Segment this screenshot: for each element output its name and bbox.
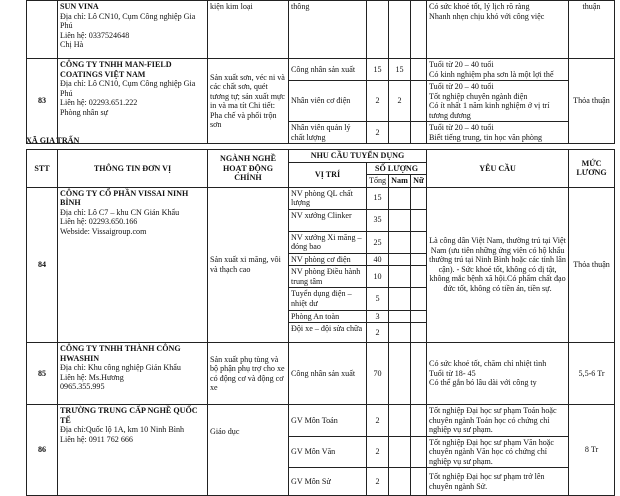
header-total: Tổng [367,175,389,188]
male-cell [389,1,411,59]
business-cell: Sản xuất phụ tùng và bộ phận phụ trợ cho xe có động cơ và động cơ xe [208,343,289,405]
female-cell [411,323,427,343]
total-cell: 2 [367,81,389,122]
header-requirements: YÊU CẦU [427,150,569,188]
position-cell: NV xưởng Xi măng – đóng bao [289,231,367,253]
requirements-cell: Là công dân Việt Nam, thường trú tại Việt Nam (ưu tiên những ứng viên có hộ khẩu thường trú tại Ninh Bình hoặc các tỉnh lân cận). - Sức khoẻ tốt, không có dị tật, không mắc bệnh xã hội.Có phẩm chất đạo đức tốt, không có tiền án, tiền sự. [427,187,569,342]
business-cell: kiện kim loại [208,1,289,59]
female-cell [411,288,427,310]
company-detail: Địa chỉ:Quốc lộ 1A, km 10 Ninh Bình [60,425,185,435]
recruitment-table [26,149,615,496]
header-male: Nam [389,175,411,188]
requirement-line: Tuổi từ 20 – 40 tuổi [429,60,494,69]
position-cell: Đội xe – đội sửa chữa [289,323,367,343]
requirements-cell [427,122,569,144]
company-detail: Chị Hà [60,40,84,50]
position-cell: thông [289,1,367,59]
male-cell [389,231,411,253]
company-name: CÔNG TY TNHH THÀNH CÔNG HWASHIN [60,344,181,363]
company-detail: Liên hệ: 0911 762 666 [60,434,133,444]
header-unit-info: THÔNG TIN ĐƠN VỊ [58,150,208,188]
male-cell [389,405,411,437]
position-cell: Nhân viên quản lý chất lượng [289,122,367,144]
company-name: CÔNG TY TNHH MAN-FIELD COATINGS VIỆT NAM [60,60,172,79]
business-cell: Giáo dục [208,405,289,496]
position-cell: Nhân viên cơ điện [289,81,367,122]
company-detail: Liên hệ: 02293.650.166 [60,217,138,227]
stt-cell: 83 [27,59,58,144]
female-cell [411,231,427,253]
total-cell [367,1,389,59]
position-cell: NV xưởng Clinker [289,209,367,231]
stt-cell: 85 [27,343,58,405]
male-cell [389,288,411,310]
female-cell [411,187,427,209]
female-cell [411,436,427,468]
table-row [27,405,615,437]
female-cell [411,59,427,81]
male-cell: 15 [389,59,411,81]
requirement-line: Có thể gắn bó lâu dài với công ty [429,378,537,388]
header-position: VỊ TRÍ [289,162,367,187]
female-cell [411,266,427,288]
salary-cell: Thỏa thuận [569,59,615,144]
total-cell: 3 [367,310,389,323]
company-detail: Liên hệ: 0337524648 [60,30,130,40]
male-cell [389,187,411,209]
male-cell [389,468,411,496]
company-detail: Phòng nhân sự [60,107,109,117]
female-cell [411,343,427,405]
position-cell: GV Môn Văn [289,436,367,468]
unit-info-cell [58,405,208,496]
table-row [27,59,615,81]
requirement-line: Tuổi từ 20 – 40 tuổi [429,123,494,133]
requirements-cell [427,1,569,59]
company-name: CÔNG TY CỔ PHẦN VISSAI NINH BÌNH [60,188,189,208]
company-detail: Địa chỉ: Lô CN10, Cụm Công nghiệp Gia Phú [60,79,196,98]
requirement-line: Có ít nhất 1 năm kinh nghiệm ở vị trí tương đương [429,101,550,120]
company-detail: Webside: Vissaigroup.com [60,226,147,236]
salary-cell: 8 Tr [569,405,615,496]
requirement-line: Có sức khoẻ tốt, chăm chỉ nhiệt tình [429,359,547,369]
header-quantity: SỐ LƯỢNG [367,162,427,175]
total-cell: 15 [367,187,389,209]
company-detail: Địa chỉ: Khu công nghiệp Gián Khẩu [60,363,181,373]
position-cell: Tuyển dụng điện – nhiệt dư [289,288,367,310]
requirement-line: Tốt nghiệp chuyên ngành điện [429,91,528,101]
requirements-cell: Tốt nghiệp Đại học sư phạm Văn hoặc chuyên ngành Văn học có chứng chỉ nghiệp vụ sư phạm. [427,436,569,468]
company-name: SUN VINA [60,2,99,11]
unit-info-cell [58,1,208,59]
female-cell [411,209,427,231]
total-cell: 15 [367,59,389,81]
requirements-cell [427,343,569,405]
total-cell: 40 [367,253,389,266]
male-cell [389,209,411,231]
requirement-line: Có sức khoẻ tốt, lý lịch rõ ràng [429,2,530,11]
total-cell: 35 [367,209,389,231]
requirements-cell: Tốt nghiệp Đại học sư phạm Toán hoặc chuyên ngành Toán học có chứng chỉ nghiệp vụ sư phạm. [427,405,569,437]
total-cell: 70 [367,343,389,405]
requirement-line: Tuổi từ 18- 45 [429,368,476,378]
requirement-line: Biết tiếng trung, tin học văn phòng [429,132,543,142]
position-cell: Công nhân sản xuất [289,59,367,81]
total-cell: 2 [367,436,389,468]
company-detail: Liên hệ: Ms.Hương [60,372,124,382]
total-cell: 2 [367,122,389,144]
business-cell: Sản xuất sơn, véc ni và các chất sơn, quét tương tự; sản xuất mực in và ma tít Chi tiết: Pha chế và phối trộn sơn [208,59,289,144]
position-cell: GV Môn Toán [289,405,367,437]
position-cell: Phòng An toàn [289,310,367,323]
male-cell [389,323,411,343]
company-name: TRƯỜNG TRUNG CẤP NGHỀ QUỐC TẾ [60,406,198,425]
male-cell [389,122,411,144]
female-cell [411,405,427,437]
male-cell [389,253,411,266]
recruitment-table-top [26,0,615,144]
salary-cell: Thỏa thuận [569,187,615,342]
header-salary: MỨC LƯƠNG [569,150,615,188]
header-stt: STT [27,150,58,188]
company-detail: Địa chỉ: Lô CN10, Cụm Công nghiệp Gia Phú [60,11,196,31]
position-cell: NV phòng Điều hành trung tâm [289,266,367,288]
stt-cell: 86 [27,405,58,496]
female-cell [411,253,427,266]
company-detail: 0965.355.995 [60,382,105,392]
female-cell [411,310,427,323]
stt-cell: 84 [27,187,58,342]
header-business: NGÀNH NGHỀ HOẠT ĐỘNG CHÍNH [208,150,289,188]
female-cell [411,81,427,122]
requirements-cell [427,81,569,122]
unit-info-cell [58,343,208,405]
female-cell [411,468,427,496]
header-female: Nữ [411,175,427,188]
table-row [27,1,615,59]
section-title: XÃ GIA TRẤN [26,136,80,145]
total-cell: 2 [367,405,389,437]
company-detail: Liên hệ: 02293.651.222 [60,98,138,108]
company-detail: Địa chỉ: Lô C7 – khu CN Gián Khẩu [60,207,180,217]
position-cell: GV Môn Sử [289,468,367,496]
table-row [27,343,615,405]
requirements-cell: Tốt nghiệp Đại học sư phạm trở lên chuyên ngành Sử. [427,468,569,496]
position-cell: Công nhân sản xuất [289,343,367,405]
requirement-line: Có kinh nghiệm pha sơn là một lợi thế [429,69,554,79]
total-cell: 5 [367,288,389,310]
female-cell [411,122,427,144]
total-cell: 2 [367,323,389,343]
unit-info-cell [58,59,208,144]
table-row [27,187,615,209]
header-demand: NHU CẦU TUYỂN DỤNG [289,150,427,163]
male-cell: 2 [389,81,411,122]
business-cell: Sản xuất xi măng, vôi và thạch cao [208,187,289,342]
salary-cell: 5,5-6 Tr [569,343,615,405]
requirement-line: Nhanh nhẹn chịu khó với công việc [429,11,545,21]
total-cell: 10 [367,266,389,288]
unit-info-cell [58,187,208,342]
male-cell [389,343,411,405]
requirements-cell [427,59,569,81]
total-cell: 25 [367,231,389,253]
stt-cell [27,1,58,59]
male-cell [389,266,411,288]
female-cell [411,1,427,59]
total-cell: 2 [367,468,389,496]
position-cell: NV phòng QL chất lượng [289,187,367,209]
salary-cell: thuận [569,1,615,59]
position-cell: NV phòng cơ điện [289,253,367,266]
male-cell [389,310,411,323]
male-cell [389,436,411,468]
requirement-line: Tuổi từ 20 – 40 tuổi [429,82,494,92]
